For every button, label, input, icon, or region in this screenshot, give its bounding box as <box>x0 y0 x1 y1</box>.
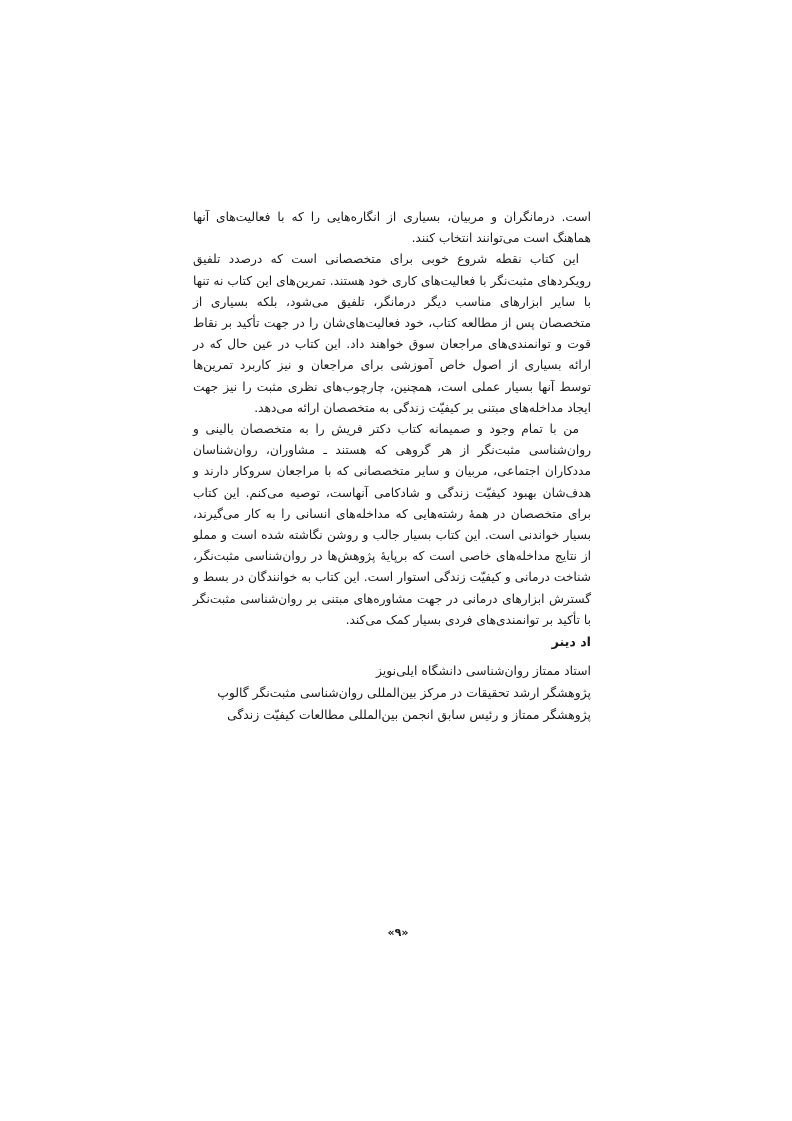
author-title-line: پژوهشگر ارشد تحقیقات در مرکز بین‌المللی روان‌شناسی مثبت‌نگر گالوپ <box>217 685 591 700</box>
paragraph-continued: است. درمانگران و مربیان، بسیاری از انگاره‌هایی را که با فعالیت‌های آنها هماهنگ است می‌توانند انتخاب کنند. <box>193 210 591 246</box>
body-text <box>193 207 591 631</box>
author-title-line: استاد ممتاز روان‌شناسی دانشگاه ایلی‌نویز <box>375 663 591 678</box>
paragraph-recommendation: من با تمام وجود و صمیمانه کتاب دکتر فریش را به متخصصان بالینی و روان‌شناسی مثبت‌نگر از هر گروهی که هستند ـ مشاوران، روان‌شناسان مددکاران اجتماعی، مربیان و سایر متخصصانی که با مراجعان سروکار دارند و هدف‌شان بهبود کیفیّت زندگی و شادکامی آنهاست، توصیه می‌کنم. این کتاب برای متخصصان در همهٔ رشته‌هایی که مداخله‌های انسانی را به کار می‌گیرند، بسیار خواندنی است. این کتاب بسیار جالب و روشن نگاشته شده است و مملو از نتایج مداخله‌های خاصی است که بر‌پایهٔ پژوهش‌ها در روان‌شناسی مثبت‌نگر، شناخت درمانی و کیفیّت زندگی استوار است. این کتاب به خوانندگان در بسط و گسترش ابزارهای درمانی در جهت مشاوره‌های مبتنی بر روان‌شناسی مثبت‌نگر با تأکید بر توانمندی‌های فردی بسیار کمک می‌کند. <box>193 422 591 627</box>
author-name: اد دینر <box>551 634 591 649</box>
signature-block <box>193 632 591 726</box>
author-title-line: پژوهشگر ممتاز و رئیس سابق انجمن بین‌المللی مطالعات کیفیّت زندگی <box>227 707 591 722</box>
page-number: «۹» <box>387 926 409 939</box>
paragraph-book-overview: این کتاب نقطه شروع خوبی برای متخصصانی است که درصدد تلفیق رویکردهای مثبت‌نگر با فعالیت‌های کاری خود هستند. تمرین‌های این کتاب نه تنها با سایر ابزارهای مناسب دیگر درمانگر، تلفیق می‌شود، بلکه بسیاری از متخصصان پس از مطالعه کتاب، خود فعالیت‌های‌شان را در جهت تأکید بر نقاط قوت و توانمندی‌های مراجعان سوق خواهند داد. این کتاب در عین حال که در ارائه بسیاری از اصول خاص آموزشی برای مراجعان و نیز کاربرد تمرین‌ها توسط آنها بسیار عملی است، همچنین، چارچوب‌های نظری مثبت را نیز جهت ایجاد مداخله‌های مبتنی بر کیفیّت زندگی به متخصصان ارائه می‌دهد. <box>193 252 591 415</box>
